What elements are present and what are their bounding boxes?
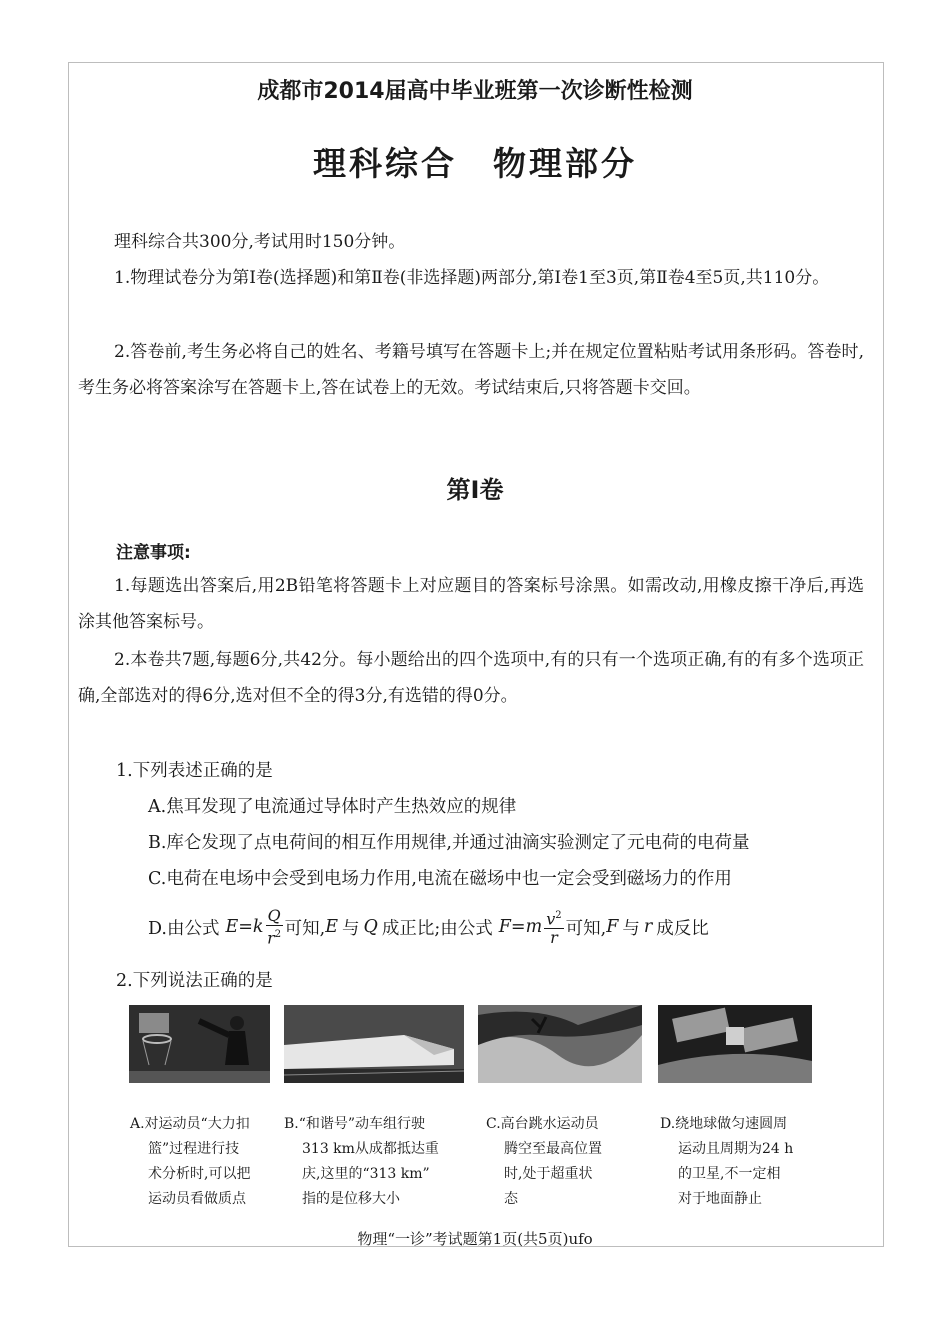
caption-line: B.“和谐号”动车组行驶	[284, 1116, 426, 1132]
photo-basketball-dunk	[129, 1005, 270, 1083]
caption-line: 篮”过程进行技	[148, 1141, 240, 1157]
option-d-text: 成反比	[656, 918, 709, 939]
variable-q: Q	[363, 917, 378, 937]
variable-e: E	[325, 917, 339, 937]
caption-c	[486, 1112, 602, 1212]
caption-d	[660, 1112, 793, 1212]
question-1-option-c: C.电荷在电场中会受到电场力作用,电流在磁场中也一定会受到磁场力的作用	[148, 869, 732, 889]
caption-line: A.对运动员“大力扣	[130, 1116, 250, 1132]
caption-line: 运动且周期为24 h	[678, 1141, 794, 1157]
fraction-denominator: r	[550, 928, 558, 948]
caption-line: D.绕地球做匀速圆周	[660, 1116, 788, 1132]
section-title: 理科综合 物理部分	[313, 144, 637, 183]
caption-line: 的卫星,不一定相	[678, 1166, 781, 1182]
photo-satellite	[658, 1005, 812, 1083]
fraction-numerator: $v^2$	[544, 907, 563, 929]
notice-heading: 注意事项:	[116, 543, 191, 563]
question-1-option-a: A.焦耳发现了电流通过导体时产生热效应的规律	[148, 797, 517, 817]
caption-line: C.高台跳水运动员	[486, 1116, 599, 1132]
fraction-denominator: $r^2$	[267, 928, 282, 948]
notice-item-2: 2.本卷共7题,每题6分,共42分。每小题给出的四个选项中,有的只有一个选项正确,有的有多个选项正确,全部选对的得6分,选对但不全的得3分,有选错的得0分。	[78, 650, 864, 706]
caption-line: 庆,这里的“313 km”	[302, 1166, 430, 1182]
page-footer: 物理“一诊”考试题第1页(共5页)ufo	[357, 1230, 593, 1248]
formula-centripetal-fraction	[544, 907, 563, 947]
caption-line: 对于地面静止	[678, 1191, 762, 1207]
question-1-option-b: B.库仑发现了点电荷间的相互作用规律,并通过油滴实验测定了元电荷的电荷量	[148, 833, 750, 853]
question-2-stem: 2.下列说法正确的是	[116, 971, 273, 991]
photo-high-speed-train	[284, 1005, 464, 1083]
option-d-text: 与	[622, 918, 640, 939]
photo-high-diving	[478, 1005, 642, 1083]
variable-r: r	[643, 917, 653, 937]
question-1-stem: 1.下列表述正确的是	[116, 761, 273, 781]
volume-title: 第Ⅰ卷	[446, 476, 504, 504]
caption-line: 313 km从成都抵达重	[302, 1141, 439, 1157]
question-1-option-d	[148, 902, 709, 952]
option-d-text: 与	[342, 918, 360, 939]
variable-f: F	[606, 917, 619, 937]
exponent: 2	[555, 909, 562, 921]
option-d-text: 成正比;由公式	[381, 918, 493, 939]
caption-line: 术分析时,可以把	[148, 1166, 251, 1182]
formula-coulomb-lhs: E=k	[225, 917, 264, 937]
formula-coulomb-fraction	[266, 907, 283, 947]
caption-line: 时,处于超重状	[504, 1166, 593, 1182]
caption-line: 运动员看做质点	[148, 1191, 246, 1207]
exponent: 2	[274, 928, 282, 940]
exam-title: 成都市2014届高中毕业班第一次诊断性检测	[257, 79, 693, 104]
notice-item-1: 1.每题选出答案后,用2B铅笔将答题卡上对应题目的答案标号涂黑。如需改动,用橡皮擦干净后,再选涂其他答案标号。	[78, 576, 864, 632]
option-d-text: 可知,	[284, 918, 326, 939]
caption-line: 态	[504, 1191, 518, 1207]
intro-item-2: 2.答卷前,考生务必将自己的姓名、考籍号填写在答题卡上;并在规定位置粘贴考试用条形码。答卷时,考生务必将答案涂写在答题卡上,答在试卷上的无效。考试结束后,只将答题卡交回。	[78, 342, 864, 398]
formula-centripetal-lhs: F=m	[498, 917, 543, 937]
option-d-prefix: D.由公式	[148, 918, 220, 939]
intro-item-1: 1.物理试卷分为第Ⅰ卷(选择题)和第Ⅱ卷(非选择题)两部分,第Ⅰ卷1至3页,第Ⅱ卷4至5页,共110分。	[114, 268, 830, 288]
caption-line: 指的是位移大小	[302, 1191, 400, 1207]
fraction-numerator: Q	[267, 905, 281, 925]
caption-line: 腾空至最高位置	[504, 1141, 602, 1157]
option-d-text: 可知,	[565, 918, 607, 939]
caption-b	[284, 1112, 439, 1212]
caption-a	[130, 1112, 250, 1212]
intro-line: 理科综合共300分,考试用时150分钟。	[114, 232, 406, 252]
